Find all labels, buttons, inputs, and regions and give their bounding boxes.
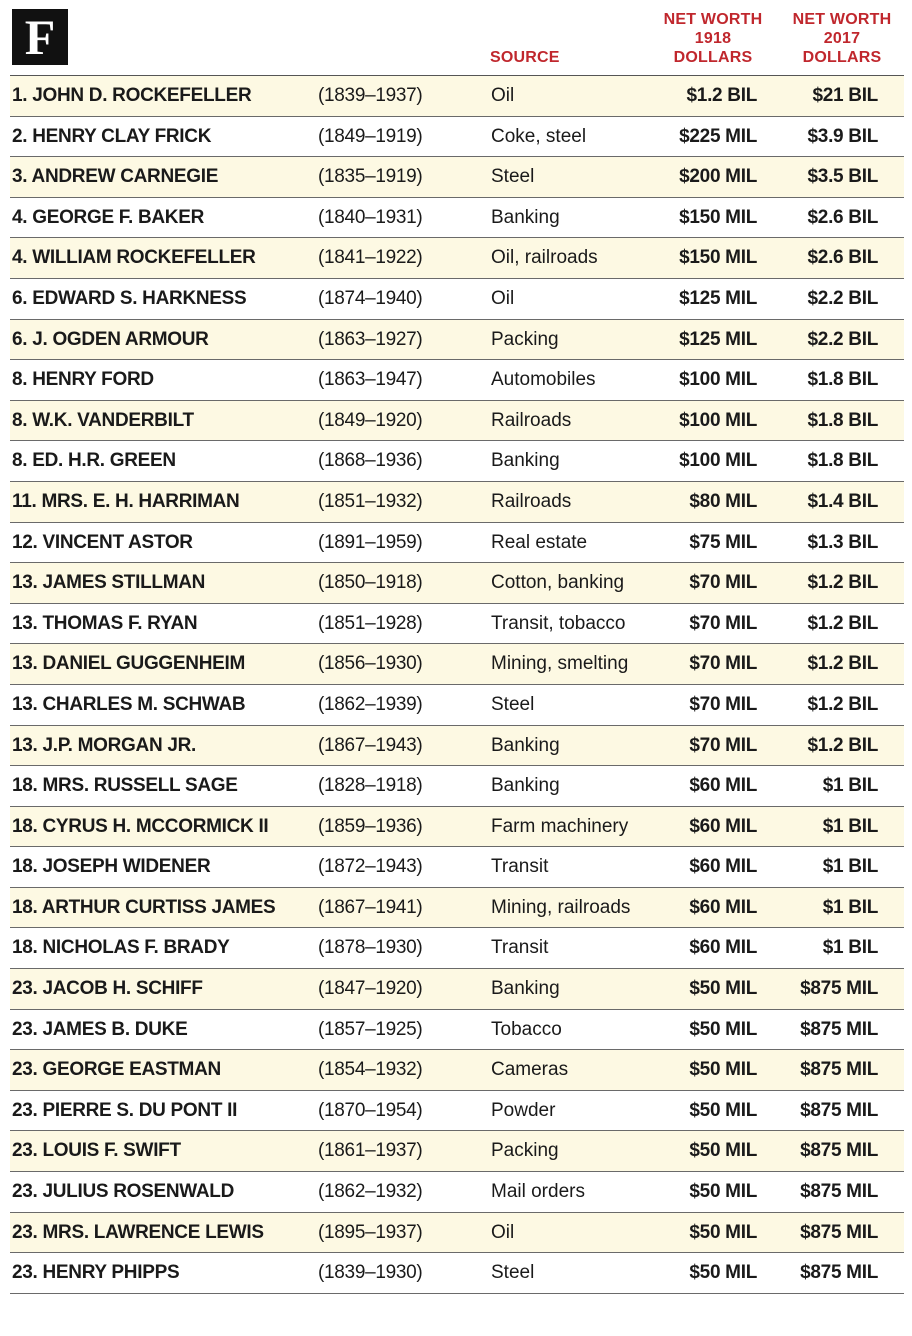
source-cell: Banking [491, 206, 560, 228]
years-cell: (1835–1919) [318, 166, 423, 188]
source-cell: Banking [491, 734, 560, 756]
table-row [10, 1213, 904, 1254]
source-cell: Banking [491, 978, 560, 1000]
richest-table [10, 75, 904, 1294]
name-cell: 3. ANDREW CARNEGIE [12, 166, 219, 188]
net-worth-1918-cell: $70 MIL [689, 612, 757, 634]
source-cell: Farm machinery [491, 815, 629, 837]
net-worth-1918-cell: $75 MIL [689, 531, 757, 553]
forbes-logo: F [12, 9, 68, 65]
table-row [10, 1010, 904, 1051]
years-cell: (1841–1922) [318, 247, 423, 269]
source-cell: Packing [491, 328, 559, 350]
years-cell: (1839–1930) [318, 1262, 423, 1284]
net-worth-1918-cell: $50 MIL [689, 1262, 757, 1284]
net-worth-1918-cell: $200 MIL [679, 166, 757, 188]
name-cell: 12. VINCENT ASTOR [12, 531, 193, 553]
net-worth-1918-cell: $60 MIL [689, 856, 757, 878]
name-cell: 8. ED. H.R. GREEN [12, 450, 176, 472]
table-row [10, 563, 904, 604]
net-worth-2017-cell: $875 MIL [800, 1262, 878, 1284]
name-cell: 18. CYRUS H. MCCORMICK II [12, 815, 269, 837]
name-cell: 13. DANIEL GUGGENHEIM [12, 653, 246, 675]
years-cell: (1859–1936) [318, 815, 423, 837]
header-2017-line-2: 2017 [823, 30, 861, 47]
header-2017-line-3: DOLLARS [802, 49, 882, 66]
net-worth-1918-cell: $70 MIL [689, 572, 757, 594]
years-cell: (1854–1932) [318, 1059, 423, 1081]
name-cell: 23. PIERRE S. DU PONT II [12, 1099, 238, 1121]
header-source: SOURCE [490, 49, 560, 66]
net-worth-1918-cell: $100 MIL [679, 450, 757, 472]
net-worth-1918-cell: $100 MIL [679, 409, 757, 431]
table-row [10, 76, 904, 117]
net-worth-1918-cell: $60 MIL [689, 815, 757, 837]
net-worth-1918-cell: $50 MIL [689, 1018, 757, 1040]
table-row [10, 1172, 904, 1213]
name-cell: 1. JOHN D. ROCKEFELLER [12, 85, 252, 106]
net-worth-2017-cell: $1.8 BIL [807, 409, 878, 431]
table-row [10, 847, 904, 888]
name-cell: 8. HENRY FORD [12, 369, 154, 391]
table-row [10, 1131, 904, 1172]
source-cell: Real estate [491, 531, 588, 553]
net-worth-1918-cell: $1.2 BIL [686, 85, 757, 106]
net-worth-2017-cell: $1 BIL [822, 896, 878, 918]
name-cell: 4. WILLIAM ROCKEFELLER [12, 247, 256, 269]
net-worth-1918-cell: $50 MIL [689, 1221, 757, 1243]
table-row [10, 969, 904, 1010]
header-1918-line-2: 1918 [694, 30, 732, 47]
table-row [10, 523, 904, 564]
net-worth-1918-cell: $60 MIL [689, 775, 757, 797]
years-cell: (1870–1954) [318, 1099, 423, 1121]
net-worth-1918-cell: $70 MIL [689, 693, 757, 715]
net-worth-1918-cell: $80 MIL [689, 490, 757, 512]
name-cell: 13. JAMES STILLMAN [12, 572, 206, 594]
table-row [10, 198, 904, 239]
years-cell: (1867–1941) [318, 896, 423, 918]
years-cell: (1850–1918) [318, 572, 423, 594]
net-worth-2017-cell: $1 BIL [822, 815, 878, 837]
table-row [10, 238, 904, 279]
years-cell: (1851–1932) [318, 490, 423, 512]
header-net-worth-2017 [783, 10, 901, 67]
name-cell: 23. GEORGE EASTMAN [12, 1059, 221, 1081]
name-cell: 23. MRS. LAWRENCE LEWIS [12, 1221, 264, 1243]
table-row [10, 1253, 904, 1294]
net-worth-2017-cell: $1.2 BIL [807, 653, 878, 675]
table-row [10, 117, 904, 158]
years-cell: (1861–1937) [318, 1140, 423, 1162]
source-cell: Oil [491, 85, 515, 106]
years-cell: (1847–1920) [318, 978, 423, 1000]
net-worth-1918-cell: $150 MIL [679, 247, 757, 269]
net-worth-2017-cell: $1.3 BIL [807, 531, 878, 553]
source-cell: Steel [491, 693, 535, 715]
name-cell: 6. EDWARD S. HARKNESS [12, 287, 247, 309]
net-worth-1918-cell: $100 MIL [679, 369, 757, 391]
years-cell: (1891–1959) [318, 531, 423, 553]
years-cell: (1863–1947) [318, 369, 423, 391]
name-cell: 23. LOUIS F. SWIFT [12, 1140, 181, 1162]
net-worth-2017-cell: $1 BIL [822, 775, 878, 797]
net-worth-2017-cell: $875 MIL [800, 1140, 878, 1162]
net-worth-2017-cell: $875 MIL [800, 1221, 878, 1243]
years-cell: (1874–1940) [318, 287, 423, 309]
net-worth-1918-cell: $70 MIL [689, 653, 757, 675]
name-cell: 13. J.P. MORGAN JR. [12, 734, 197, 756]
source-cell: Transit [491, 937, 549, 959]
source-cell: Steel [491, 166, 535, 188]
source-cell: Oil [491, 287, 515, 309]
years-cell: (1857–1925) [318, 1018, 423, 1040]
net-worth-1918-cell: $70 MIL [689, 734, 757, 756]
net-worth-2017-cell: $875 MIL [800, 978, 878, 1000]
source-cell: Railroads [491, 490, 572, 512]
table-row [10, 928, 904, 969]
table-row [10, 401, 904, 442]
table-row [10, 360, 904, 401]
name-cell: 23. HENRY PHIPPS [12, 1262, 180, 1284]
table-row [10, 807, 904, 848]
name-cell: 11. MRS. E. H. HARRIMAN [12, 490, 240, 512]
header-1918-line-1: NET WORTH [663, 11, 763, 28]
net-worth-2017-cell: $875 MIL [800, 1181, 878, 1203]
net-worth-1918-cell: $125 MIL [679, 287, 757, 309]
table-row [10, 279, 904, 320]
years-cell: (1872–1943) [318, 856, 423, 878]
years-cell: (1839–1937) [318, 85, 423, 106]
net-worth-1918-cell: $60 MIL [689, 896, 757, 918]
net-worth-2017-cell: $875 MIL [800, 1059, 878, 1081]
table-row [10, 604, 904, 645]
years-cell: (1851–1928) [318, 612, 423, 634]
net-worth-2017-cell: $1.8 BIL [807, 369, 878, 391]
name-cell: 13. CHARLES M. SCHWAB [12, 693, 246, 715]
net-worth-2017-cell: $875 MIL [800, 1018, 878, 1040]
table-row [10, 888, 904, 929]
source-cell: Transit, tobacco [491, 612, 626, 634]
net-worth-2017-cell: $1.8 BIL [807, 450, 878, 472]
table-row [10, 766, 904, 807]
net-worth-2017-cell: $1 BIL [822, 937, 878, 959]
net-worth-2017-cell: $1.4 BIL [807, 490, 878, 512]
header-1918-line-3: DOLLARS [673, 49, 753, 66]
net-worth-2017-cell: $21 BIL [812, 85, 878, 106]
name-cell: 13. THOMAS F. RYAN [12, 612, 198, 634]
net-worth-1918-cell: $225 MIL [679, 125, 757, 147]
table-row [10, 726, 904, 767]
header-2017-line-1: NET WORTH [792, 11, 892, 28]
source-cell: Banking [491, 775, 560, 797]
source-cell: Transit [491, 856, 549, 878]
net-worth-1918-cell: $50 MIL [689, 978, 757, 1000]
source-cell: Mining, railroads [491, 896, 631, 918]
net-worth-1918-cell: $50 MIL [689, 1181, 757, 1203]
years-cell: (1867–1943) [318, 734, 423, 756]
source-cell: Powder [491, 1099, 556, 1121]
name-cell: 18. JOSEPH WIDENER [12, 856, 211, 878]
name-cell: 23. JULIUS ROSENWALD [12, 1181, 235, 1203]
net-worth-1918-cell: $50 MIL [689, 1059, 757, 1081]
net-worth-1918-cell: $125 MIL [679, 328, 757, 350]
years-cell: (1862–1932) [318, 1181, 423, 1203]
years-cell: (1849–1920) [318, 409, 423, 431]
source-cell: Packing [491, 1140, 559, 1162]
net-worth-1918-cell: $150 MIL [679, 206, 757, 228]
name-cell: 18. NICHOLAS F. BRADY [12, 937, 230, 959]
source-cell: Cameras [491, 1059, 569, 1081]
net-worth-2017-cell: $1 BIL [822, 856, 878, 878]
name-cell: 2. HENRY CLAY FRICK [12, 125, 212, 147]
net-worth-2017-cell: $1.2 BIL [807, 693, 878, 715]
net-worth-2017-cell: $2.2 BIL [807, 328, 878, 350]
years-cell: (1868–1936) [318, 450, 423, 472]
source-cell: Tobacco [491, 1018, 562, 1040]
net-worth-1918-cell: $60 MIL [689, 937, 757, 959]
source-cell: Mail orders [491, 1181, 585, 1203]
net-worth-2017-cell: $2.6 BIL [807, 206, 878, 228]
source-cell: Oil [491, 1221, 515, 1243]
net-worth-2017-cell: $1.2 BIL [807, 612, 878, 634]
net-worth-2017-cell: $3.5 BIL [807, 166, 878, 188]
table-row [10, 644, 904, 685]
net-worth-2017-cell: $1.2 BIL [807, 572, 878, 594]
source-cell: Railroads [491, 409, 572, 431]
net-worth-1918-cell: $50 MIL [689, 1140, 757, 1162]
years-cell: (1895–1937) [318, 1221, 423, 1243]
source-cell: Cotton, banking [491, 572, 625, 594]
table-row [10, 1091, 904, 1132]
name-cell: 6. J. OGDEN ARMOUR [12, 328, 209, 350]
name-cell: 23. JACOB H. SCHIFF [12, 978, 203, 1000]
source-cell: Coke, steel [491, 125, 587, 147]
net-worth-1918-cell: $50 MIL [689, 1099, 757, 1121]
name-cell: 18. MRS. RUSSELL SAGE [12, 775, 238, 797]
table-row [10, 320, 904, 361]
years-cell: (1878–1930) [318, 937, 423, 959]
name-cell: 18. ARTHUR CURTISS JAMES [12, 896, 276, 918]
name-cell: 23. JAMES B. DUKE [12, 1018, 188, 1040]
table-row [10, 157, 904, 198]
table-row [10, 1050, 904, 1091]
source-cell: Banking [491, 450, 560, 472]
years-cell: (1856–1930) [318, 653, 423, 675]
name-cell: 4. GEORGE F. BAKER [12, 206, 205, 228]
years-cell: (1863–1927) [318, 328, 423, 350]
table-row [10, 685, 904, 726]
source-cell: Mining, smelting [491, 653, 629, 675]
table-row [10, 441, 904, 482]
years-cell: (1840–1931) [318, 206, 423, 228]
years-cell: (1828–1918) [318, 775, 423, 797]
years-cell: (1862–1939) [318, 693, 423, 715]
name-cell: 8. W.K. VANDERBILT [12, 409, 194, 431]
source-cell: Steel [491, 1262, 535, 1284]
net-worth-2017-cell: $1.2 BIL [807, 734, 878, 756]
table-row [10, 482, 904, 523]
source-cell: Oil, railroads [491, 247, 598, 269]
net-worth-2017-cell: $2.2 BIL [807, 287, 878, 309]
net-worth-2017-cell: $875 MIL [800, 1099, 878, 1121]
source-cell: Automobiles [491, 369, 596, 391]
years-cell: (1849–1919) [318, 125, 423, 147]
header-net-worth-1918 [654, 10, 772, 67]
net-worth-2017-cell: $2.6 BIL [807, 247, 878, 269]
net-worth-2017-cell: $3.9 BIL [807, 125, 878, 147]
